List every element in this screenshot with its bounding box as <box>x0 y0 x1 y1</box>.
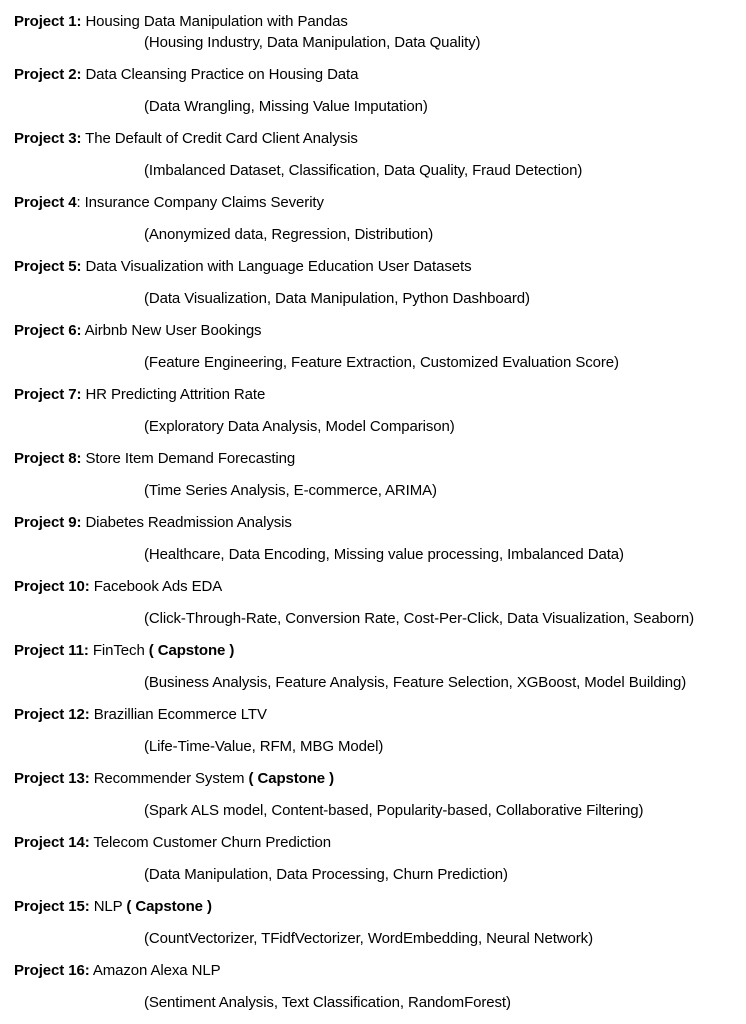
project-title-line <box>14 257 471 277</box>
project-name: Recommender System <box>93 770 245 787</box>
project-title-line <box>14 513 292 533</box>
project-tags: (Time Series Analysis, E-commerce, ARIMA) <box>144 482 437 499</box>
project-title-line <box>14 12 348 32</box>
project-tags: (Exploratory Data Analysis, Model Comparison) <box>144 418 455 435</box>
project-name: Amazon Alexa NLP <box>92 962 221 979</box>
project-label: Project 7: <box>14 386 82 403</box>
project-label: Project 11: <box>14 642 89 659</box>
project-label: Project 16: <box>14 962 90 979</box>
project-tags: (Data Visualization, Data Manipulation, Python Dashboard) <box>144 290 530 307</box>
project-title-line <box>14 769 334 789</box>
project-tags: (Business Analysis, Feature Analysis, Feature Selection, XGBoost, Model Building) <box>144 674 687 691</box>
project-tags: (Imbalanced Dataset, Classification, Data Quality, Fraud Detection) <box>144 162 583 179</box>
project-tags: (Data Wrangling, Missing Value Imputation) <box>144 98 428 115</box>
project-label: Project 15: <box>14 898 90 915</box>
project-tags: (Spark ALS model, Content-based, Popularity-based, Collaborative Filtering) <box>144 802 644 819</box>
project-label: Project 2: <box>14 66 82 83</box>
project-tags: (Life-Time-Value, RFM, MBG Model) <box>144 738 384 755</box>
project-name: : Insurance Company Claims Severity <box>76 194 324 211</box>
capstone-marker: ( Capstone ) <box>148 642 235 659</box>
project-name: Diabetes Readmission Analysis <box>85 514 292 531</box>
project-label: Project 12: <box>14 706 90 723</box>
project-title-line <box>14 833 331 853</box>
project-name: The Default of Credit Card Client Analysis <box>85 130 358 147</box>
project-title-line <box>14 897 212 917</box>
project-label: Project 10: <box>14 578 90 595</box>
project-name: FinTech <box>92 642 145 659</box>
project-title-line <box>14 129 358 149</box>
capstone-marker: ( Capstone ) <box>126 898 212 915</box>
project-title-line <box>14 193 324 213</box>
project-title-line <box>14 321 261 341</box>
project-label: Project 9: <box>14 514 82 531</box>
project-name: Telecom Customer Churn Prediction <box>93 834 332 851</box>
project-title-line <box>14 577 222 597</box>
project-label: Project 6: <box>14 322 82 339</box>
project-label: Project 4 <box>14 194 77 211</box>
project-title-line <box>14 641 234 661</box>
project-title-line <box>14 705 267 725</box>
project-name: NLP <box>93 898 123 915</box>
project-tags: (Housing Industry, Data Manipulation, Data Quality) <box>144 34 481 51</box>
project-label: Project 14: <box>14 834 90 851</box>
project-tags: (Anonymized data, Regression, Distribution) <box>144 226 434 243</box>
project-label: Project 1: <box>14 13 82 30</box>
project-title-line <box>14 65 358 85</box>
project-name: Airbnb New User Bookings <box>84 322 262 339</box>
project-name: Data Cleansing Practice on Housing Data <box>85 66 359 83</box>
project-label: Project 13: <box>14 770 90 787</box>
project-label: Project 8: <box>14 450 82 467</box>
project-tags: (Data Manipulation, Data Processing, Churn Prediction) <box>144 866 508 883</box>
project-name: HR Predicting Attrition Rate <box>85 386 266 403</box>
project-name: Store Item Demand Forecasting <box>85 450 296 467</box>
project-tags: (Healthcare, Data Encoding, Missing value processing, Imbalanced Data) <box>144 546 624 563</box>
project-tags: (Sentiment Analysis, Text Classification, RandomForest) <box>144 994 511 1011</box>
project-name: Facebook Ads EDA <box>93 578 223 595</box>
project-label: Project 3: <box>14 130 82 147</box>
capstone-marker: ( Capstone ) <box>248 770 334 787</box>
project-title-line <box>14 961 221 981</box>
project-tags: (Click-Through-Rate, Conversion Rate, Cost-Per-Click, Data Visualization, Seaborn) <box>144 610 695 627</box>
project-tags: (CountVectorizer, TFidfVectorizer, WordEmbedding, Neural Network) <box>144 930 593 947</box>
project-label: Project 5: <box>14 258 82 275</box>
project-title-line <box>14 449 295 469</box>
project-tags: (Feature Engineering, Feature Extraction, Customized Evaluation Score) <box>144 354 619 371</box>
project-name: Brazillian Ecommerce LTV <box>93 706 267 723</box>
project-title-line <box>14 385 265 405</box>
project-name: Data Visualization with Language Education User Datasets <box>85 258 472 275</box>
project-name: Housing Data Manipulation with Pandas <box>85 13 348 30</box>
